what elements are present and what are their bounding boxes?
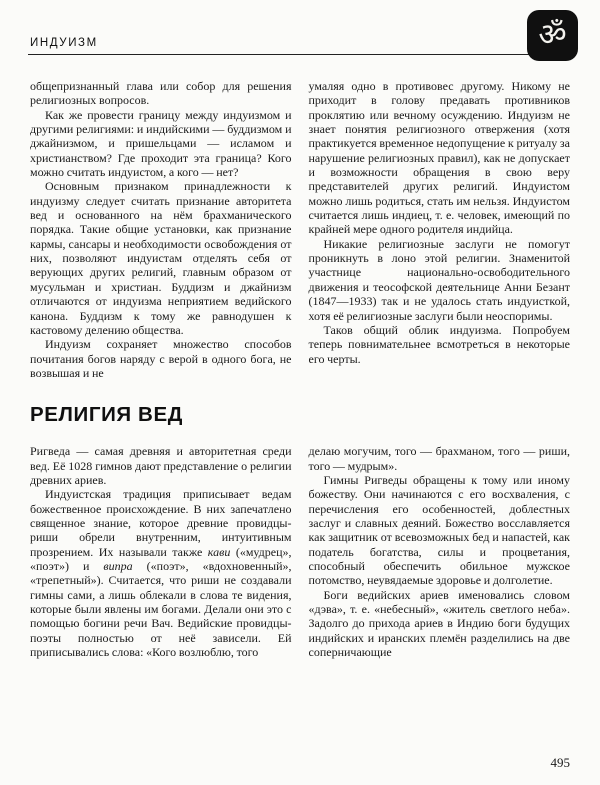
paragraph: Боги ведийских ариев именовались словом «дэва», т. е. «небесный», «житель светлого неба». Задолго до прихода ариев в Индию боги будущих индийских и иранских племён разделились на две соперничающие [308,587,570,660]
header-rule [28,54,562,55]
ved-right-column [309,444,571,659]
paragraph: Ригведа — самая древняя и авторитетная среди вед. Её 1028 гимнов дают представление о религии древних ариев. [30,444,292,487]
intro-left-column [30,79,292,380]
paragraph: умаляя одно в противовес другому. Никому не приходит в голову предавать противников проклятию или вечному осуждению. Индуизм не знает понятия религиозного отвержения (хотя практикуется временное недопущение к ритуалу за нарушение религиозных правил), как не допускает и возможности обращения в свою веру представителей других религий. Индуистом можно лишь родиться, стать им нельзя. Индуистом считается лишь индиец, т. е. человек, имеющий по крайней мере одного родителя индийца. [308,79,570,237]
page-content [30,79,570,659]
paragraph: Индуизм сохраняет множество способов почитания богов наряду с верой в одного бога, не возвышая и не [30,337,292,380]
paragraph: Как же провести границу между индуизмом и другими религиями: и индийскими — буддизмом и джайнизмом, и пришельцами — исламом и христианством? Где проходит эта граница? Кого можно считать индуистом, а кого — нет? [30,107,292,180]
ved-section [30,444,570,659]
term-vipra: випра [103,558,133,573]
text-run: («мудрец», «поэт») и [30,544,292,573]
paragraph: Таков общий облик индуизма. Попробуем теперь повнимательнее всмотреться в некоторые его черты. [308,322,570,366]
page-number: 495 [550,755,570,770]
intro-right-column [309,79,571,380]
paragraph: общепризнанный глава или собор для решения религиозных вопросов. [30,79,292,108]
paragraph: делаю могучим, того — брахманом, того — риши, того — мудрым». [308,444,570,473]
paragraph: Никакие религиозные заслуги не помогут проникнуть в лоно этой религии. Знаменитой участнице национально-освободительного движения и теософской деятельнице Анни Безант (1847—1933) так и не удалось стать индуисткой, хотя её религиозные заслуги были неоспоримы. [308,236,570,323]
intro-section [30,79,570,380]
paragraph: Основным признаком принадлежности к индуизму следует считать признание авторитета вед и основанного на нём брахманического порядка. Такие общие установки, как признание кармы, сансары и необходимости освобождения от них, позволяют индуистам отделять себя от верующих других религий, главным образом от мусульман и христиан. Буддизм и джайнизм отличаются от индуизма неприятием ведийского канона. Буддизм к тому же равнодушен к кастовому делению общества. [30,179,292,337]
term-kavi: кави [207,544,231,559]
running-head: ИНДУИЗМ [30,37,98,49]
om-badge [527,10,578,61]
ved-left-column [30,444,292,659]
section-title: РЕЛИГИЯ ВЕД [30,403,183,427]
paragraph: Гимны Ригведы обращены к тому или иному божеству. Они начинаются с его восхваления, с перечисления его особенностей, доблестных заслуг и славных деяний. Божество восславляется как защитник от всевозможных бед и напастей, как податель богатства, силы и процветания, способный обеспечить обильное мужское потомство, неувядаемые здоровье и долголетие. [308,472,570,588]
om-icon: ॐ [538,17,567,53]
text-run: Индуистская традиция приписывает ведам божественное происхождение. В них запечатлено священное знание, которое древние провидцы-риши обрели внутренним, интуитивным прозрением. Их называли также [30,487,292,559]
paragraph [30,487,292,659]
text-run: («поэт», «вдохновенный», «трепетный»). Считается, что риши не создавали гимны сами, а лишь облекали в слова те видения, которые были явлены им богами. Делали они это с помощью богини речи Вач. Ведийские провидцы-поэты полностью от неё зависели. Ей приписывались слова: «Кого возлюблю, того [30,558,292,660]
